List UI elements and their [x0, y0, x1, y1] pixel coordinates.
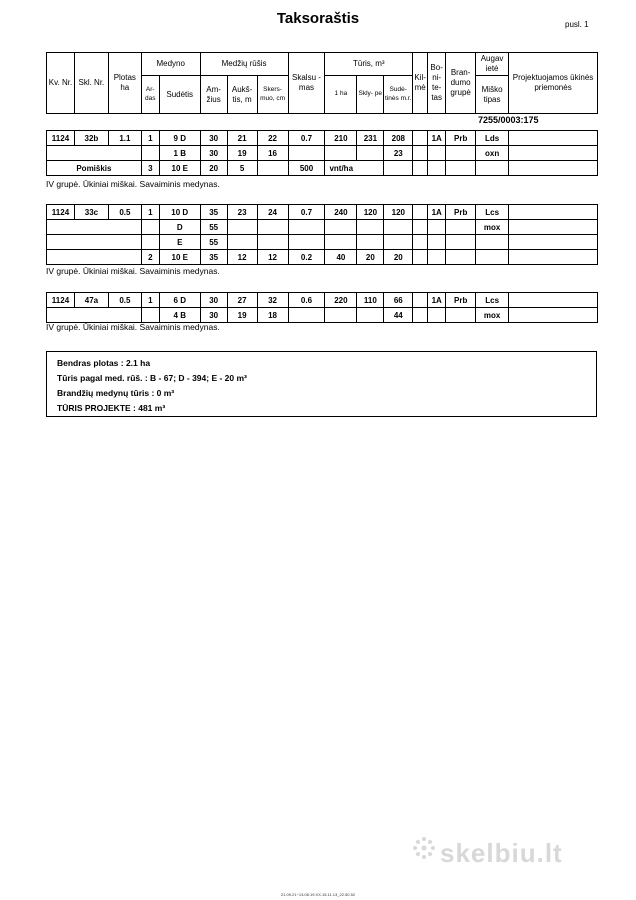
undergrowth-kiekis: 500	[288, 161, 325, 176]
stand-cell	[509, 205, 598, 220]
stand-cell	[509, 250, 598, 265]
undergrowth-cell	[446, 161, 476, 176]
header-table	[46, 52, 598, 114]
summary-area: Bendras plotas : 2.1 ha	[57, 358, 151, 368]
stand-cell: 30	[200, 308, 227, 323]
col-skl-nr: Skl. Nr.	[74, 53, 108, 114]
stand-cell: 0.6	[288, 293, 325, 308]
stand-cell	[141, 308, 159, 323]
stand-cell: 66	[384, 293, 413, 308]
undergrowth-label: Pomiškis	[47, 161, 142, 176]
stand-cell	[509, 146, 598, 161]
page-title: Taksoraštis	[276, 10, 360, 27]
stand-cell: 23	[384, 146, 413, 161]
stand-cell: 19	[227, 146, 257, 161]
cadastral-reference: 7255/0003:175	[478, 115, 539, 125]
stand-cell: mox	[476, 220, 509, 235]
stand-cell: Prb	[446, 205, 476, 220]
stand-cell: 240	[325, 205, 357, 220]
stand-cell: 30	[200, 146, 227, 161]
stand-cell: 40	[325, 250, 357, 265]
stand-cell: 1	[141, 205, 159, 220]
stand-cell	[325, 220, 357, 235]
stand-cell: 30	[200, 131, 227, 146]
stand-cell: Prb	[446, 131, 476, 146]
stand-cell: 4 B	[159, 308, 200, 323]
stand-cell: 27	[227, 293, 257, 308]
stand-cell	[47, 250, 142, 265]
col-turis: Tūris, m³	[325, 53, 413, 76]
col-skalsumas: Skalsu - mas	[288, 53, 325, 114]
stand-cell: Prb	[446, 293, 476, 308]
undergrowth-cell	[476, 161, 509, 176]
stand-cell	[325, 235, 357, 250]
col-amzius: Am- žius	[200, 76, 227, 114]
col-plotas: Plotas ha	[108, 53, 141, 114]
stand-cell	[413, 220, 428, 235]
stand-table	[46, 130, 598, 176]
stand-cell: 23	[227, 205, 257, 220]
stand-cell: 0.7	[288, 205, 325, 220]
stand-cell: Lds	[476, 131, 509, 146]
stand-cell	[509, 220, 598, 235]
col-medziu-rusis: Medžių rūšis	[200, 53, 288, 76]
stand-cell	[446, 146, 476, 161]
stand-row	[47, 235, 598, 250]
col-kilme: Kil- mė	[413, 53, 428, 114]
stand-cell: 1124	[47, 205, 75, 220]
stand-cell: 33c	[74, 205, 108, 220]
stand-table	[46, 292, 598, 323]
stand-cell	[413, 131, 428, 146]
summary-box	[46, 351, 597, 417]
stand-cell	[257, 235, 288, 250]
undergrowth-amzius: 20	[200, 161, 227, 176]
col-priemones: Projektuojamos ūkinės priemonės	[509, 53, 598, 114]
stand-row	[47, 293, 598, 308]
stand-cell	[413, 146, 428, 161]
stand-row	[47, 131, 598, 146]
stand-cell	[47, 235, 142, 250]
stand-cell: 1A	[428, 293, 446, 308]
stand-cell	[325, 308, 357, 323]
undergrowth-ardas: 3	[141, 161, 159, 176]
stand-cell	[384, 235, 413, 250]
stand-cell	[357, 308, 384, 323]
stand-cell	[47, 308, 142, 323]
stand-cell: 9 D	[159, 131, 200, 146]
col-skersmuo: Skers- muo, cm	[257, 76, 288, 114]
stand-cell: 2	[141, 250, 159, 265]
stand-cell: Lcs	[476, 205, 509, 220]
stand-cell	[413, 250, 428, 265]
stand-cell	[357, 220, 384, 235]
col-turis-sudetines: Sudė- tinės m.r.	[384, 76, 413, 114]
stand-cell: 1.1	[108, 131, 141, 146]
stand-cell	[413, 235, 428, 250]
stand-cell	[476, 250, 509, 265]
stand-cell	[413, 293, 428, 308]
watermark: skelbiu.lt	[440, 838, 563, 868]
stand-row	[47, 146, 598, 161]
stand-cell: 1A	[428, 131, 446, 146]
stand-cell	[446, 220, 476, 235]
stand-cell	[47, 220, 142, 235]
undergrowth-cell	[428, 161, 446, 176]
stand-cell: mox	[476, 308, 509, 323]
stand-cell: 24	[257, 205, 288, 220]
summary-volume-by-species: Tūris pagal med. rūš. : B - 67; D - 394; E - 20 m³	[57, 373, 247, 383]
stand-cell: 1A	[428, 205, 446, 220]
stand-cell: oxn	[476, 146, 509, 161]
stand-cell: 55	[200, 220, 227, 235]
stand-cell: 32b	[74, 131, 108, 146]
stand-cell: 120	[384, 205, 413, 220]
stand-cell: 1124	[47, 293, 75, 308]
stand-cell: 208	[384, 131, 413, 146]
stand-row	[47, 205, 598, 220]
col-brandumo: Bran- dumo grupė	[446, 53, 476, 114]
stand-cell	[446, 308, 476, 323]
stand-cell	[288, 235, 325, 250]
stand-cell: 12	[227, 250, 257, 265]
col-misko-tipas: Miško tipas	[476, 76, 509, 114]
undergrowth-cell	[509, 161, 598, 176]
stand-cell	[227, 220, 257, 235]
stand-cell: 10 D	[159, 205, 200, 220]
footer-stamp: 21.09.21~13.08.19.XX.15.11.13_22.50.52	[280, 892, 356, 897]
stand-cell: 22	[257, 131, 288, 146]
page-number: pusl. 1	[565, 20, 589, 29]
watermark-logo-icon	[412, 836, 436, 860]
stand-cell: 30	[200, 293, 227, 308]
stand-cell: 19	[227, 308, 257, 323]
stand-note: IV grupė. Ūkiniai miškai. Savaiminis medynas.	[46, 322, 220, 332]
stand-cell	[413, 308, 428, 323]
stand-cell: 210	[325, 131, 357, 146]
stand-cell: 1124	[47, 131, 75, 146]
stand-cell	[428, 146, 446, 161]
stand-cell: 55	[200, 235, 227, 250]
col-kv-nr: Kv. Nr.	[47, 53, 75, 114]
stand-cell: 0.5	[108, 293, 141, 308]
summary-project-volume: TŪRIS PROJEKTE : 481 m³	[57, 403, 166, 413]
stand-cell: 10 E	[159, 250, 200, 265]
stand-cell: 6 D	[159, 293, 200, 308]
stand-cell	[476, 235, 509, 250]
stand-cell	[325, 146, 357, 161]
stand-cell	[413, 205, 428, 220]
undergrowth-cell	[413, 161, 428, 176]
stand-cell: 220	[325, 293, 357, 308]
stand-cell: D	[159, 220, 200, 235]
stand-cell: 110	[357, 293, 384, 308]
undergrowth-sudetis: 10 E	[159, 161, 200, 176]
stand-cell	[288, 146, 325, 161]
stand-cell	[288, 220, 325, 235]
stand-cell: 35	[200, 205, 227, 220]
stand-cell: 12	[257, 250, 288, 265]
stand-cell: 120	[357, 205, 384, 220]
stand-cell	[428, 250, 446, 265]
undergrowth-cell	[384, 161, 413, 176]
stand-cell	[446, 250, 476, 265]
col-aukstis: Aukš- tis, m	[227, 76, 257, 114]
stand-cell: 16	[257, 146, 288, 161]
stand-cell	[227, 235, 257, 250]
stand-cell: 47a	[74, 293, 108, 308]
stand-cell: 20	[384, 250, 413, 265]
stand-cell: 0.5	[108, 205, 141, 220]
stand-cell: 231	[357, 131, 384, 146]
stand-table	[46, 204, 598, 265]
stand-cell	[288, 308, 325, 323]
undergrowth-row	[47, 161, 598, 176]
stand-row	[47, 220, 598, 235]
stand-cell	[141, 235, 159, 250]
stand-cell	[141, 146, 159, 161]
stand-cell: Lcs	[476, 293, 509, 308]
col-turis-1ha: 1 ha	[325, 76, 357, 114]
stand-note: IV grupė. Ūkiniai miškai. Savaiminis medynas.	[46, 266, 220, 276]
stand-cell: 1	[141, 293, 159, 308]
stand-cell: 20	[357, 250, 384, 265]
stand-cell: 0.7	[288, 131, 325, 146]
stand-cell: 0.2	[288, 250, 325, 265]
stand-cell: 44	[384, 308, 413, 323]
stand-cell: 1 B	[159, 146, 200, 161]
stand-note: IV grupė. Ūkiniai miškai. Savaiminis medynas.	[46, 179, 220, 189]
stand-cell	[446, 235, 476, 250]
stand-cell	[509, 235, 598, 250]
stand-cell	[257, 220, 288, 235]
stand-cell	[509, 308, 598, 323]
col-augaviete: Augav ietė	[476, 53, 509, 76]
stand-row	[47, 250, 598, 265]
col-turis-sklype: Skly- pe	[357, 76, 384, 114]
undergrowth-unit: vnt/ha	[325, 161, 384, 176]
stand-row	[47, 308, 598, 323]
stand-cell	[509, 293, 598, 308]
summary-mature-volume: Brandžių medynų tūris : 0 m³	[57, 388, 175, 398]
stand-cell: E	[159, 235, 200, 250]
stand-cell	[357, 146, 384, 161]
stand-cell	[428, 235, 446, 250]
stand-cell	[141, 220, 159, 235]
stand-cell	[428, 308, 446, 323]
stand-cell: 35	[200, 250, 227, 265]
stand-cell: 21	[227, 131, 257, 146]
stand-cell	[384, 220, 413, 235]
stand-cell: 32	[257, 293, 288, 308]
col-medyno: Medyno	[141, 53, 200, 76]
stand-cell: 18	[257, 308, 288, 323]
col-bonitetas: Bo- ni- te- tas	[428, 53, 446, 114]
stand-cell	[509, 131, 598, 146]
stand-cell: 1	[141, 131, 159, 146]
stand-cell	[357, 235, 384, 250]
col-sudetis: Sudėtis	[159, 76, 200, 114]
stand-cell	[428, 220, 446, 235]
undergrowth-cell	[257, 161, 288, 176]
undergrowth-aukstis: 5	[227, 161, 257, 176]
stand-cell	[47, 146, 142, 161]
col-ardas: Ar- das	[141, 76, 159, 114]
